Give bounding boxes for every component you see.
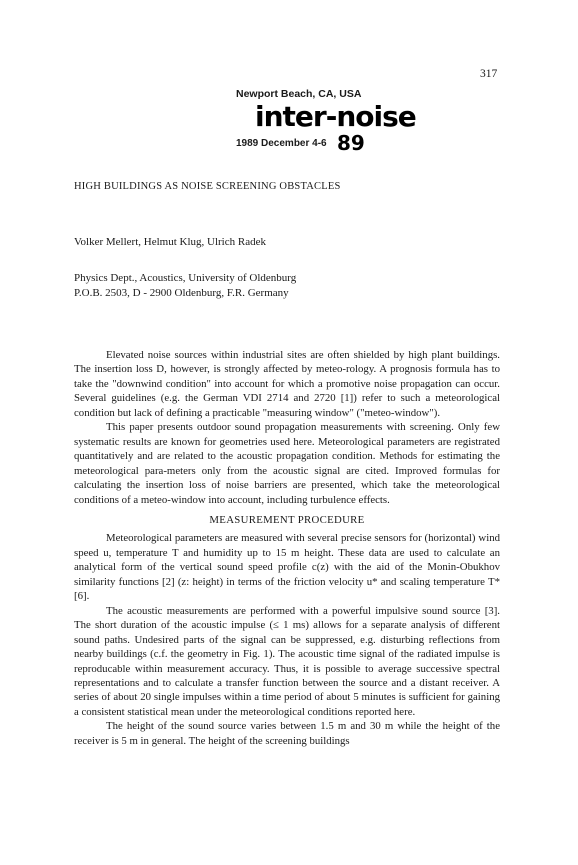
affiliation-line: Physics Dept., Acoustics, University of Oldenburg [74, 272, 297, 284]
page-number: 317 [480, 68, 498, 80]
conference-logo: inter-noise [255, 100, 416, 133]
paragraph: The acoustic measurements are performed with a powerful impulsive sound source [3]. The short duration of the acoustic impulse (≤ 1 ms) allows for a separate analysis of different sound paths. Undesired parts of the signal can be suppressed, e.g. disturbing reflections from nearby buildings (c.f. the geometry in Fig. 1). The acoustic time signal of the radiated impulse is reproducable within measurement accuracy. Thus, it is possible to average successive spectral representations and to calculate a transfer function between the source and a distant receiver. A series of about 20 single impulses within a time period of about 5 minutes is sufficient for gaining a consistent statistical mean under the meteorological conditions reported here. [74, 604, 500, 718]
paragraph: Elevated noise sources within industrial sites are often shielded by high plant buildings. The insertion loss D, however, is strongly affected by meteo-rology. A prognosis formula has to take the "downwind condition" into account for which a promotive noise propagation can occur. Several guidelines (e.g. the German VDI 2714 and 2720 [1]) refer to such a meteorological condition but lack of defining a practicable "measuring window" ("meteo-window"). [74, 349, 500, 419]
affiliation-line: P.O.B. 2503, D - 2900 Oldenburg, F.R. Germany [74, 287, 289, 299]
section-heading: MEASUREMENT PROCEDURE [209, 513, 365, 526]
paragraph: This paper presents outdoor sound propagation measurements with screening. Only few systematic results are known for geometries used here. Meteorological parameters are registrated quantitatively and are related to the acoustic propagation condition. Methods for estimating the meteorological para-meters only from the acoustic signal are cited. Improved formulas for calculating the insertion loss of noise barriers are presented, which take the meteorological conditions of a meteo-window into account, including turbulence effects. [74, 421, 500, 506]
paragraph: Meteorological parameters are measured with several precise sensors for (horizontal) wind speed u, temperature T and humidity up to 15 m height. These data are used to calculate an analytical form of the vertical sound speed profile c(z) with the aid of the Monin-Obukhov similarity functions [2] (z: height) in terms of the friction velocity u* and scaling temperature T* [6]. [74, 532, 500, 603]
conference-year: 89 [337, 131, 365, 155]
conference-dates: 1989 December 4-6 [236, 138, 327, 149]
conference-venue: Newport Beach, CA, USA [236, 88, 362, 100]
paper-title: HIGH BUILDINGS AS NOISE SCREENING OBSTACLES [74, 181, 341, 192]
affiliation [74, 271, 296, 301]
paper-body [74, 348, 500, 748]
paragraph: The height of the sound source varies between 1.5 m and 30 m while the height of the receiver is 5 m in general. The height of the screening buildings [74, 720, 500, 747]
paper-authors: Volker Mellert, Helmut Klug, Ulrich Radek [74, 236, 266, 248]
